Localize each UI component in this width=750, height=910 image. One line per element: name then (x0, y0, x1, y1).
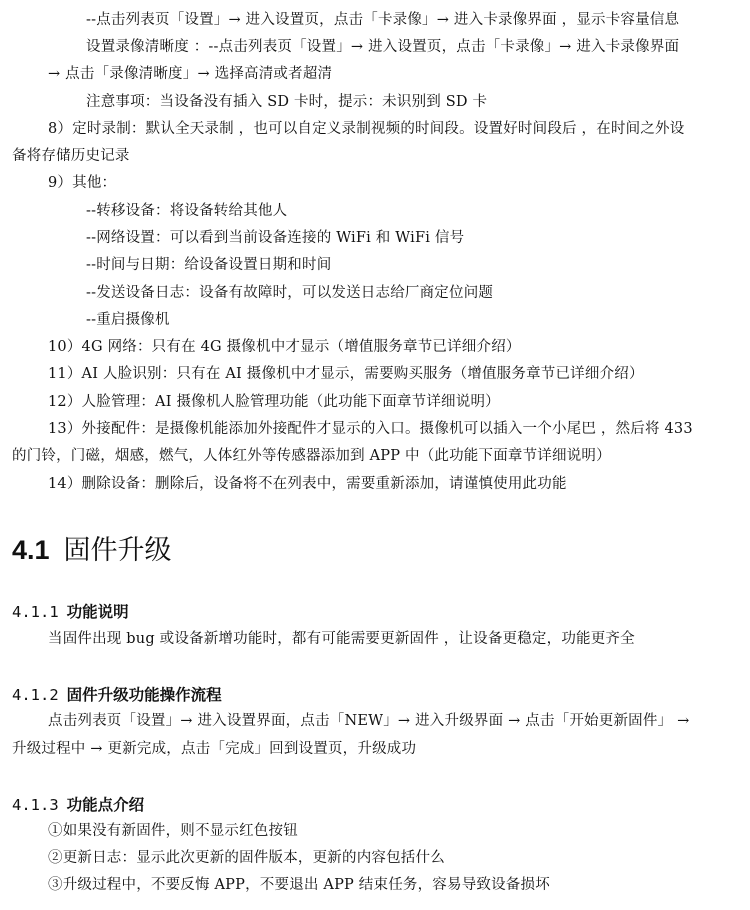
subsection-number: 4.1.1 (12, 603, 59, 621)
subsection-heading-4-1-2 (12, 684, 222, 706)
subsection-heading-4-1-3 (12, 794, 144, 816)
text-line: 的门铃，门磁，烟感，燃气，人体红外等传感器添加到 APP 中（此功能下面章节详细说明） (12, 448, 611, 464)
subsection-number: 4.1.2 (12, 686, 59, 704)
subsection-number: 4.1.3 (12, 796, 59, 814)
text-line: 当固件出现 bug 或设备新增功能时，都有可能需要更新固件 ，让设备更稳定，功能更齐全 (48, 631, 635, 647)
list-item: ①如果没有新固件，则不显示红色按钮 (48, 823, 298, 839)
section-title: 固件升级 (63, 535, 172, 566)
text-line: 12）人脸管理：AI 摄像机人脸管理功能（此功能下面章节详细说明） (48, 394, 500, 410)
text-line: --转移设备：将设备转给其他人 (86, 203, 288, 219)
text-line: --网络设置：可以看到当前设备连接的 WiFi 和 WiFi 信号 (86, 230, 465, 246)
text-line: 备将存储历史记录 (12, 148, 130, 164)
text-line: 11）AI 人脸识别：只有在 AI 摄像机中才显示，需要购买服务（增值服务章节已详细介绍） (48, 366, 644, 382)
section-heading (12, 533, 172, 568)
text-line: 13）外接配件：是摄像机能添加外接配件才显示的入口。摄像机可以插入一个小尾巴 ，然后将 433 (48, 421, 693, 437)
text-line: --点击列表页「设置」→ 进入设置页，点击「卡录像」→ 进入卡录像界面 ，显示卡容量信息 (86, 12, 680, 28)
subsection-title: 功能点介绍 (66, 796, 145, 814)
text-line: --时间与日期：给设备设置日期和时间 (86, 257, 332, 273)
text-line: 8）定时录制：默认全天录制 ，也可以自定义录制视频的时间段。设置好时间段后 ，在时间之外设 (48, 121, 685, 137)
subsection-heading-4-1-1 (12, 601, 129, 623)
text-line: --发送设备日志：设备有故障时，可以发送日志给厂商定位问题 (86, 285, 494, 301)
text-line: 点击列表页「设置」→ 进入设置界面，点击「NEW」→ 进入升级界面 → 点击「开始更新固件」 → (48, 713, 690, 729)
list-item: ②更新日志：显示此次更新的固件版本，更新的内容包括什么 (48, 850, 445, 866)
subsection-title: 固件升级功能操作流程 (66, 686, 222, 704)
subsection-title: 功能说明 (66, 603, 129, 621)
text-line: --重启摄像机 (86, 312, 170, 328)
text-line: 10）4G 网络：只有在 4G 摄像机中才显示（增值服务章节已详细介绍） (48, 339, 521, 355)
list-item: ③升级过程中，不要反悔 APP，不要退出 APP 结束任务，容易导致设备损坏 (48, 877, 550, 893)
text-line: 升级过程中 → 更新完成，点击「完成」回到设置页，升级成功 (12, 741, 417, 757)
text-line: 14）删除设备：删除后，设备将不在列表中，需要重新添加，请谨慎使用此功能 (48, 476, 567, 492)
text-line: 设置录像清晰度 ：--点击列表页「设置」→ 进入设置页，点击「卡录像」→ 进入卡录像界面 (86, 39, 680, 55)
section-number: 4.1 (12, 535, 50, 565)
text-line: → 点击「录像清晰度」→ 选择高清或者超清 (48, 66, 333, 82)
text-line: 注意事项：当设备没有插入 SD 卡时，提示：未识别到 SD 卡 (86, 94, 488, 110)
text-line: 9）其他： (48, 175, 117, 191)
